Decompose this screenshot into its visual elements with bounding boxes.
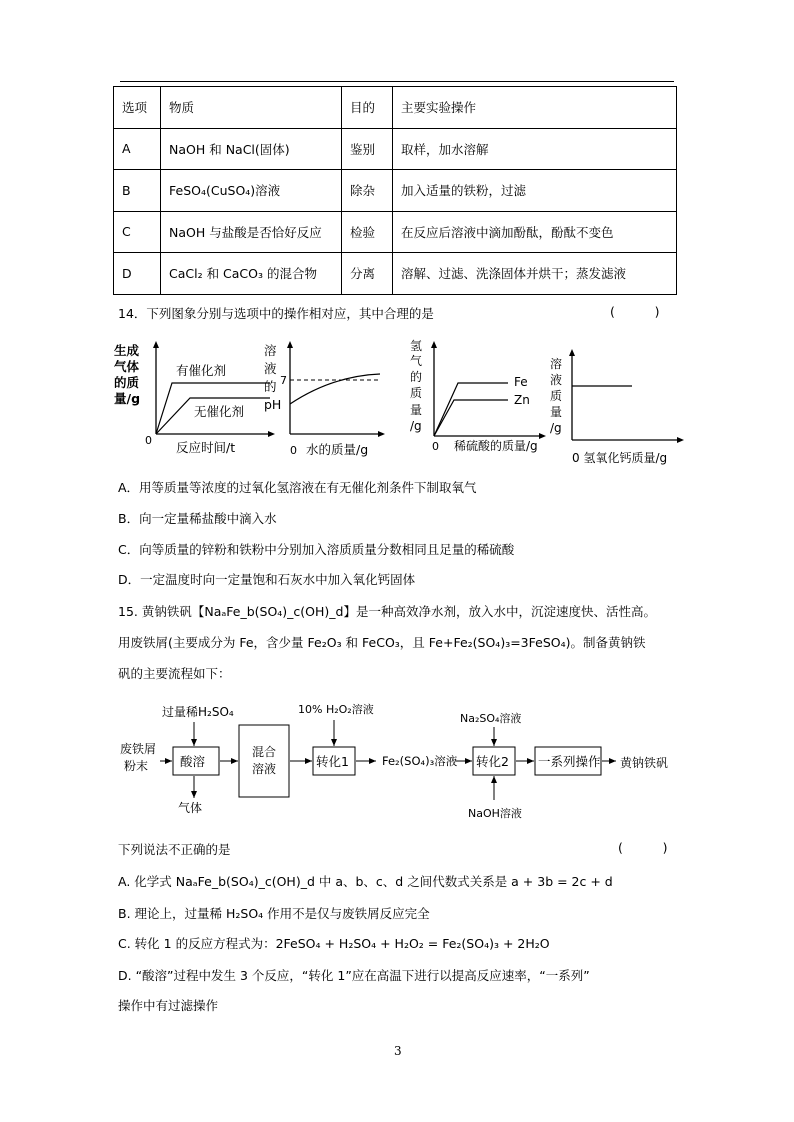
- q14-stem: 14．下列图象分别与选项中的操作相对应，其中合理的是: [118, 306, 434, 321]
- flow-gas-label: 气体: [178, 801, 203, 815]
- q15-option-d: D. “酸溶”过程中发生 3 个反应，“转化 1”应在高温下进行以提高反应速率，“一系列”: [118, 968, 590, 983]
- graph-c-ylabel: 气: [410, 354, 423, 368]
- graph-a-label-no-catalyst: 无催化剂: [194, 404, 245, 419]
- q15-option-a: A. 化学式 NaₐFe_b(SO₄)_c(OH)_d 中 a、b、c、d 之间代数式关系是 a + 3b = 2c + d: [118, 874, 613, 889]
- graph-b-tick-7: 7: [280, 374, 287, 387]
- flow-start-label: 废铁屑: [120, 742, 157, 756]
- graph-b-ylabel: 的: [264, 379, 277, 394]
- table-row: [114, 253, 677, 295]
- graph-a-label-catalyst: 有催化剂: [176, 363, 227, 378]
- flow-intermediate-label: Fe₂(SO₄)₃溶液: [382, 754, 458, 768]
- table-cell: 溶解、过滤、洗涤固体并烘干；蒸发滤液: [393, 253, 677, 295]
- table-cell: 分离: [342, 253, 393, 295]
- q15-option-b: B. 理论上，过量稀 H₂SO₄ 作用不是仅与废铁屑反应完全: [118, 906, 430, 921]
- table-cell: C: [114, 211, 161, 253]
- graph-a-xlabel: 反应时间/t: [176, 440, 236, 455]
- flow-reagent-naoh: NaOH溶液: [468, 807, 522, 820]
- graph-a-ylabel: 的质: [114, 375, 140, 390]
- table-header-row: [114, 87, 677, 129]
- graph-d-ylabel: 质: [550, 389, 563, 403]
- flow-box-label: 混合: [252, 745, 277, 759]
- q14-answer-bracket: ( ): [610, 304, 660, 319]
- flow-box-label: 溶液: [252, 762, 277, 776]
- table-cell: NaOH 和 NaCl(固体): [161, 128, 342, 170]
- flow-reagent-h2o2: 10% H₂O₂溶液: [298, 703, 374, 716]
- table-row: [114, 128, 677, 170]
- table-cell: 目的: [342, 87, 393, 129]
- q14-option-a: A．用等质量等浓度的过氧化氢溶液在有无催化剂条件下制取氧气: [118, 480, 477, 495]
- graph-b: [262, 338, 392, 458]
- graph-c-label-fe: Fe: [514, 375, 528, 389]
- graph-b-curve: [290, 374, 380, 404]
- header-rule: [120, 81, 674, 82]
- graph-c-ylabel: 的: [410, 370, 423, 384]
- graph-d-x-arrow: [677, 437, 684, 443]
- table-cell: 除杂: [342, 170, 393, 212]
- page-number: 3: [394, 1044, 402, 1058]
- graph-b-origin: 0: [290, 444, 297, 457]
- q14-option-d: D．一定温度时向一定量饱和石灰水中加入氧化钙固体: [118, 572, 416, 587]
- table-cell: D: [114, 253, 161, 295]
- flow-reagent-h2so4: 过量稀H₂SO₄: [162, 705, 234, 719]
- table-cell: 物质: [161, 87, 342, 129]
- graph-c-ylabel: 氢: [410, 339, 423, 353]
- q15-stem-line1: 15. 黄钠铁矾【NaₐFe_b(SO₄)_c(OH)_d】是一种高效净水剂，放入水中，沉淀速度快、活性高。: [118, 604, 656, 619]
- table-cell: 选项: [114, 87, 161, 129]
- graph-d-ylabel: 溶: [550, 357, 563, 371]
- graph-c-xlabel: 稀硫酸的质量/g: [454, 439, 538, 453]
- flow-box-label: 一系列操作: [538, 754, 601, 769]
- graph-c-y-arrow: [431, 341, 437, 348]
- graph-d-ylabel: /g: [550, 421, 562, 435]
- graph-c: [406, 338, 556, 458]
- graph-b-ylabel: pH: [264, 397, 282, 412]
- flow-start-label: 粉末: [124, 759, 149, 773]
- q14-option-b: B．向一定量稀盐酸中滴入水: [118, 511, 277, 526]
- table-cell: NaOH 与盐酸是否恰好反应: [161, 211, 342, 253]
- table-cell: A: [114, 128, 161, 170]
- graph-b-y-arrow: [287, 341, 293, 348]
- q14-option-c: C．向等质量的锌粉和铁粉中分别加入溶质质量分数相同且足量的稀硫酸: [118, 542, 515, 557]
- table-cell: 主要实验操作: [393, 87, 677, 129]
- flow-product-label: 黄钠铁矾: [620, 756, 669, 770]
- flow-box-label: 转化1: [316, 754, 349, 769]
- process-flow-diagram: [118, 700, 688, 825]
- table-cell: 加入适量的铁粉，过滤: [393, 170, 677, 212]
- graph-c-ylabel: 量: [410, 403, 423, 417]
- table-cell: 在反应后溶液中滴加酚酞，酚酞不变色: [393, 211, 677, 253]
- graph-b-x-arrow: [378, 431, 385, 437]
- graph-b-ylabel: 溶: [264, 343, 277, 358]
- flow-box-label: 转化2: [476, 754, 509, 769]
- flow-box-mixed-solution: [239, 725, 289, 797]
- table-cell: 取样，加水溶解: [393, 128, 677, 170]
- table-cell: FeSO₄(CuSO₄)溶液: [161, 170, 342, 212]
- graph-a-ylabel: 生成: [114, 343, 140, 358]
- table-row: [114, 211, 677, 253]
- graph-d-xlabel: 0 氢氧化钙质量/g: [572, 451, 668, 465]
- table-cell: CaCl₂ 和 CaCO₃ 的混合物: [161, 253, 342, 295]
- graph-c-ylabel: 质: [410, 386, 423, 400]
- q15-question: 下列说法不正确的是: [118, 842, 231, 857]
- table-row: [114, 170, 677, 212]
- graph-c-ylabel: /g: [410, 419, 422, 433]
- graph-b-ylabel: 液: [264, 361, 277, 376]
- graph-d-ylabel: 液: [550, 373, 563, 387]
- table-cell: 鉴别: [342, 128, 393, 170]
- graph-c-line-fe: [434, 383, 508, 436]
- graph-c-origin: 0: [432, 440, 439, 453]
- table-cell: 检验: [342, 211, 393, 253]
- flow-box-label: 酸溶: [180, 754, 206, 769]
- graph-a-y-arrow: [153, 341, 159, 348]
- graph-c-line-zn: [434, 400, 508, 436]
- options-table: [113, 86, 677, 295]
- q15-option-d-continued: 操作中有过滤操作: [118, 998, 219, 1013]
- q15-option-c: C. 转化 1 的反应方程式为：2FeSO₄ + H₂SO₄ + H₂O₂ = Fe₂(SO₄)₃ + 2H₂O: [118, 936, 550, 951]
- q15-answer-bracket: ( ): [618, 840, 668, 855]
- graph-a: [112, 338, 282, 458]
- graph-a-ylabel: 量/g: [114, 391, 141, 406]
- q15-stem-line2: 用废铁屑(主要成分为 Fe，含少量 Fe₂O₃ 和 FeCO₃，且 Fe+Fe₂(SO₄)₃=3FeSO₄)。制备黄钠铁: [118, 635, 646, 650]
- graph-a-origin: 0: [145, 434, 152, 447]
- table-cell: B: [114, 170, 161, 212]
- graph-c-x-arrow: [539, 433, 546, 439]
- graph-d-y-arrow: [569, 349, 575, 356]
- q15-stem-line3: 矾的主要流程如下：: [118, 666, 231, 681]
- graph-d-ylabel: 量: [550, 405, 563, 419]
- graph-a-ylabel: 气体: [114, 359, 140, 374]
- flow-reagent-na2so4: Na₂SO₄溶液: [460, 712, 522, 725]
- graph-d: [546, 346, 692, 466]
- graph-c-label-zn: Zn: [514, 393, 530, 407]
- graph-b-xlabel: 水的质量/g: [306, 442, 369, 457]
